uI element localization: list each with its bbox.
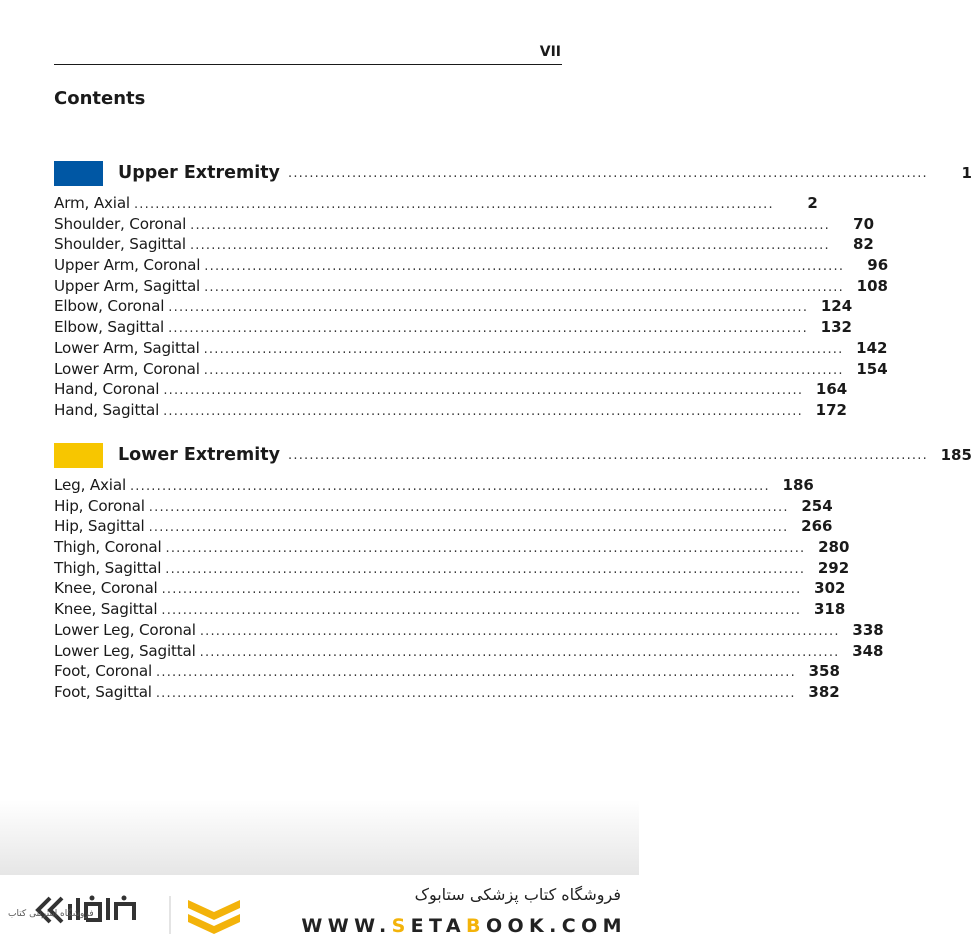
toc-entry[interactable]: [54, 579, 846, 600]
toc-entry-label: Upper Arm, Sagittal: [54, 276, 201, 295]
toc-entry-page: 154: [856, 359, 888, 378]
toc-entry-page: 82: [852, 235, 874, 254]
toc-entry[interactable]: [54, 641, 884, 663]
toc-entry-page: 302: [814, 579, 846, 598]
dot-leader: ........................................................................................................................: [129, 479, 770, 494]
url-rest: OOK.COM: [485, 915, 627, 937]
top-rule: [54, 64, 562, 65]
toc-entry[interactable]: [54, 194, 818, 215]
toc-entry-page: 254: [801, 496, 833, 515]
toc-entry-label: Leg, Axial: [54, 476, 126, 494]
toc-entry[interactable]: [54, 620, 884, 642]
toc-entry-label: Lower Arm, Coronal: [54, 359, 200, 378]
toc-entry-page: 338: [852, 620, 884, 639]
dot-leader: ........................................................................................................................: [168, 300, 809, 316]
toc-entry-page: 348: [852, 641, 884, 660]
dot-leader: ........................................................................................................................: [199, 623, 840, 639]
section-page: 185: [940, 446, 972, 464]
section-title: Upper Extremity: [118, 163, 284, 183]
toc-entry-label: Hip, Coronal: [54, 496, 145, 515]
toc-entry-page: 142: [856, 338, 888, 357]
url-eta: ETA: [410, 915, 467, 937]
dot-leader: ........................................................................................................................: [168, 321, 808, 337]
dot-leader: ........................................................................................................................: [204, 259, 845, 275]
toc-entry[interactable]: [54, 682, 840, 704]
footer-fade: [0, 800, 639, 875]
toc-entry[interactable]: [54, 297, 853, 318]
url-b: B: [466, 915, 486, 937]
toc-entry-label: Shoulder, Sagittal: [54, 235, 186, 254]
toc-entry[interactable]: [54, 662, 840, 683]
dot-leader: ........................................................................................................................: [190, 217, 831, 233]
toc-entry-label: Knee, Coronal: [54, 579, 158, 598]
toc-entry-page: 70: [853, 214, 875, 233]
toc-entry-label: Foot, Coronal: [54, 662, 153, 681]
section-color-swatch: [54, 443, 103, 468]
dot-leader: ........................................................................................................................: [199, 644, 840, 660]
toc-entry-page: 2: [807, 194, 818, 212]
toc-entry[interactable]: [54, 517, 833, 538]
toc-entry-label: Upper Arm, Coronal: [54, 256, 201, 275]
section-heading[interactable]: [54, 442, 972, 468]
dot-leader: ........................................................................................................................: [148, 520, 789, 536]
section-upper-extremity: [54, 160, 972, 422]
toc-entry-label: Hip, Sagittal: [54, 517, 145, 536]
dot-leader: ........................................................................................................................: [155, 685, 796, 701]
url-s: S: [391, 915, 411, 937]
section-page: 1: [961, 164, 972, 182]
section-heading[interactable]: [54, 160, 972, 186]
brand-tagline: فروشگاه اینترنتی کتاب: [8, 909, 94, 919]
toc-entry-page: 96: [867, 256, 889, 275]
page-number: VII: [539, 44, 561, 60]
dot-leader: ........................................................................................................................: [163, 403, 803, 419]
toc-entry-page: 358: [808, 662, 840, 681]
toc-entry-page: 164: [815, 380, 848, 399]
toc-entry-page: 124: [820, 297, 853, 316]
toc-entry-label: Hand, Sagittal: [54, 400, 160, 419]
dot-leader: ........................................................................................................................: [203, 341, 844, 357]
toc-entry-label: Thigh, Sagittal: [54, 558, 162, 577]
dot-leader: ........................................................................................................................: [203, 362, 844, 378]
footer-persian-title: فروشگاه کتاب پزشکی ستابوک: [414, 885, 621, 904]
toc-entry[interactable]: [54, 318, 852, 339]
toc-entry[interactable]: [54, 476, 814, 497]
toc-entry-page: 186: [782, 476, 814, 494]
dot-leader: ........................................................................................................................: [165, 541, 806, 557]
dot-leader: ........................................................................................................................: [156, 665, 796, 681]
dot-leader: ........................................................................................................................: [189, 238, 830, 254]
toc-entry[interactable]: [54, 558, 850, 580]
toc-entry-label: Lower Leg, Sagittal: [54, 641, 196, 660]
toc-entry-page: 280: [818, 538, 850, 557]
dot-leader: ........................................................................................................................: [161, 582, 802, 598]
toc-entry-label: Shoulder, Coronal: [54, 214, 187, 233]
toc-entry[interactable]: [54, 400, 847, 422]
toc-entry[interactable]: [54, 256, 889, 277]
toc-entry-page: 318: [813, 600, 846, 619]
toc-entry-page: 108: [856, 276, 888, 295]
section-title: Lower Extremity: [118, 445, 284, 465]
dot-leader: ........................................................................................................................: [204, 279, 844, 295]
section-lower-extremity: [54, 442, 972, 704]
toc-entry[interactable]: [54, 235, 874, 256]
toc-entry[interactable]: [54, 600, 846, 621]
toc-entry[interactable]: [54, 338, 888, 360]
dot-leader: ........................................................................................................................: [288, 447, 928, 463]
toc-entry[interactable]: [54, 276, 888, 298]
section-color-swatch: [54, 161, 103, 186]
toc-entry-page: 292: [817, 558, 850, 577]
toc-entry-label: Elbow, Coronal: [54, 297, 165, 316]
toc-entry[interactable]: [54, 496, 833, 518]
toc-entry-page: 172: [815, 400, 847, 419]
dot-leader: ........................................................................................................................: [163, 383, 804, 399]
toc-entry-label: Lower Leg, Coronal: [54, 620, 196, 639]
toc-entry-page: 382: [808, 682, 840, 701]
toc-entry-page: 266: [801, 517, 833, 536]
toc-entry-label: Foot, Sagittal: [54, 682, 152, 701]
dot-leader: ........................................................................................................................: [161, 603, 802, 619]
toc-entry-label: Lower Arm, Sagittal: [54, 338, 200, 357]
toc-entry-label: Hand, Coronal: [54, 380, 160, 399]
contents-title: Contents: [54, 88, 146, 109]
dot-leader: ........................................................................................................................: [165, 561, 806, 577]
toc-entry-page: 132: [820, 318, 852, 337]
toc-entry[interactable]: [54, 359, 888, 381]
url-prefix: WWW.: [301, 915, 392, 937]
footer-url[interactable]: [301, 915, 627, 937]
toc-entry[interactable]: [54, 380, 848, 401]
footer-banner: [0, 875, 639, 946]
dot-leader: ........................................................................................................................: [148, 499, 789, 515]
toc-entry[interactable]: [54, 538, 850, 559]
toc-entry[interactable]: [54, 214, 875, 236]
toc-entry-label: Arm, Axial: [54, 194, 130, 212]
toc-entry-label: Knee, Sagittal: [54, 600, 158, 619]
toc-entry-label: Thigh, Coronal: [54, 538, 162, 557]
dot-leader: ........................................................................................................................: [133, 197, 774, 212]
toc-entry-label: Elbow, Sagittal: [54, 318, 165, 337]
dot-leader: ........................................................................................................................: [287, 165, 928, 181]
